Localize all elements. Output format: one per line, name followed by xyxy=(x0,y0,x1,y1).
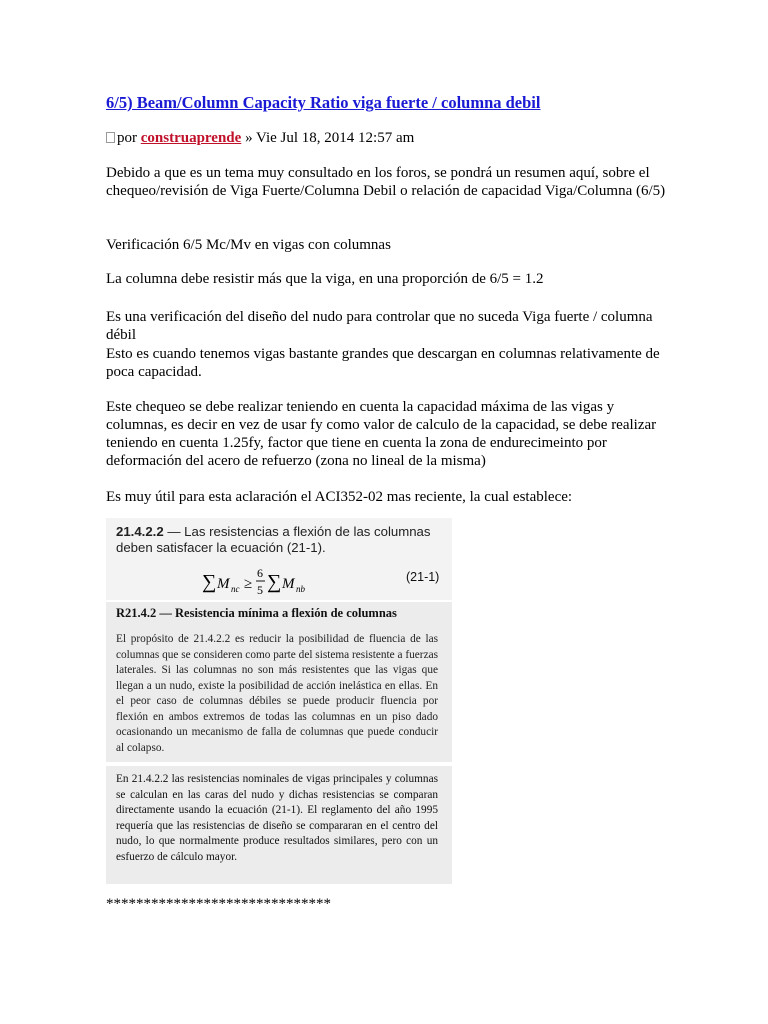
paragraph-intro: Debido a que es un tema muy consultado en los foros, se pondrá un resumen aquí, sobre el chequeo/revisión de Viga Fuerte/Columna Debil o relación de capacidad Viga/Columna (6/5) xyxy=(106,165,666,199)
paragraph-joint-check: Es una verificación del diseño del nudo para controlar que no suceda Viga fuerte / columna débil xyxy=(106,309,653,343)
equation-number: (21-1) xyxy=(406,570,440,584)
post-date: » Vie Jul 18, 2014 12:57 am xyxy=(245,130,415,146)
aci-code-excerpt-image xyxy=(106,518,452,884)
paragraph-verification: Verificación 6/5 Mc/Mv en vigas con columnas xyxy=(106,237,391,253)
svg-text:M: M xyxy=(217,576,230,592)
svg-text:∑: ∑ xyxy=(267,571,282,593)
post-title-link[interactable]: 6/5) Beam/Column Capacity Ratio viga fuerte / columna debil xyxy=(106,93,541,112)
post-meta xyxy=(106,130,414,147)
paragraph-capacity: Este chequeo se debe realizar teniendo en cuenta la capacidad máxima de las vigas y columnas, es decir en vez de usar fy como valor de calculo de la capacidad, se debe realizar teniendo en cuenta 1.25fy, factor que tiene en cuenta la zona de endurecimeinto por deformación del acero de refuerzo (zona no lineal de la misma) xyxy=(106,399,657,469)
commentary-title: R21.4.2 — Resistencia mínima a flexión de columnas xyxy=(116,606,397,620)
code-heading xyxy=(116,524,430,556)
by-label: por xyxy=(117,130,137,146)
svg-text:5: 5 xyxy=(257,583,263,597)
svg-text:6: 6 xyxy=(257,566,263,580)
svg-text:nc: nc xyxy=(231,584,240,594)
code-section-21-4-2-2 xyxy=(106,518,452,600)
equation-21-1 xyxy=(202,564,342,604)
commentary-divider xyxy=(106,762,452,766)
code-heading-line2: deben satisfacer la ecuación (21-1). xyxy=(116,540,326,555)
svg-text:M: M xyxy=(282,576,295,592)
code-heading-text: — Las resistencias a flexión de las columnas xyxy=(163,524,431,539)
svg-text:∑: ∑ xyxy=(202,571,217,593)
paragraph-aci-reference: Es muy útil para esta aclaración el ACI352-02 mas reciente, la cual establece: xyxy=(106,489,573,505)
author-link[interactable]: construaprende xyxy=(140,130,242,146)
post-icon xyxy=(106,132,115,143)
paragraph-large-beams: Esto es cuando tenemos vigas bastante grandes que descargan en columnas relativamente de poca capacidad. xyxy=(106,346,660,380)
separator-stars: ****************************** xyxy=(106,896,331,912)
commentary-body: El propósito de 21.4.2.2 es reducir la posibilidad de fluencia de las columnas que se consideren como parte del sistema resistente a fuerzas laterales. Si las columnas no son más resistentes que las vigas que llegan a un nudo, existe la posibilidad de acción inelástica en ellas. En el peor caso de columnas débiles se puede producir fluencia por flexión en ambos extremos de todas las columnas en un piso dado ocasionando un mecanismo de falla de columnas que puede conducir al colapso. xyxy=(116,633,438,754)
code-heading-number: 21.4.2.2 xyxy=(116,524,164,539)
paragraph-proportion: La columna debe resistir más que la viga, en una proporción de 6/5 = 1.2 xyxy=(106,271,544,287)
svg-text:nb: nb xyxy=(296,584,305,594)
equation-graphic xyxy=(202,564,342,600)
commentary-body-2: En 21.4.2.2 las resistencias nominales de vigas principales y columnas se calculan en las caras del nudo y dichas resistencias se comparan directamente usando la ecuación (21-1). El reglamento del año 1995 requería que las resistencias de diseño se compararan en el centro del nudo, lo que normalmente produce resultados similares, pero con un esfuerzo de cálculo mayor. xyxy=(116,773,438,863)
svg-text:≥: ≥ xyxy=(244,576,253,592)
commentary-r21-4-2 xyxy=(106,602,452,884)
